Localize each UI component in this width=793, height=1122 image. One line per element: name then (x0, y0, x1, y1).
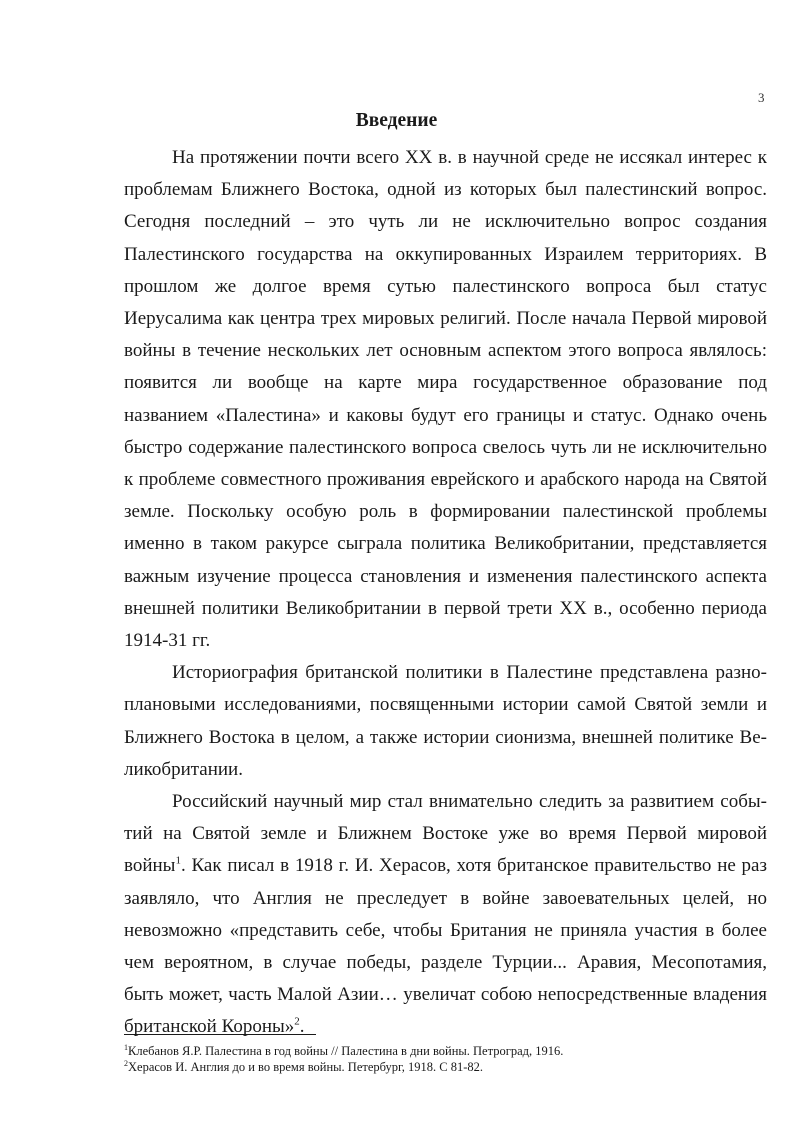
paragraph-3 (124, 786, 767, 1044)
footnote-1-mark: 1 (124, 1042, 128, 1052)
footnote-ref-2: 2 (294, 1016, 300, 1029)
footnote-2-mark: 2 (124, 1058, 128, 1068)
footnote-1-text: Клебанов Я.Р. Палестина в год войны // Палестина в дни войны. Петроград, 1916. (128, 1044, 564, 1058)
footnote-divider (124, 1034, 316, 1035)
page-number: 3 (758, 90, 765, 105)
paragraph-2-text: Историография британской политики в Палестине представлена разноплановыми исследованиями, посвященными истории самой Святой земли и Ближнего Востока в целом, а также истории сионизма, внешней политике Великобритании. (124, 662, 767, 780)
footnote-1 (124, 1043, 764, 1059)
paragraph-1-text: На протяжении почти всего XX в. в научной среде не иссякал интерес к проблемам Ближнего Востока, одной из которых был палестинский вопрос. Сегодня последний – это чуть ли не исключительно вопрос создания Палестинского государства на оккупированных Израилем территориях. В прошлом же долгое время сутью палестинского вопроса был статус Иерусалима как центра трех мировых религий. После начала Первой мировой войны в течение нескольких лет основным аспектом этого вопроса являлось: появится ли вообще на карте мира государственное образование под названием «Палестина» и каковы будут его границы и статус. Однако очень быстро содержание палестинского вопроса свелось чуть ли не исключительно к проблеме совместного проживания еврейского и арабского народа на Святой земле. Поскольку особую роль в формировании палестинской проблемы именно в таком ракурсе сыграла политика Великобритании, представляется важным изучение процесса становления и изменения палестинского аспекта внешней политики Великобритании в первой трети XX в., особенно периода 1914-31 гг. (124, 147, 767, 652)
footnotes (124, 1043, 764, 1075)
paragraph-3-text: Российский научный мир стал внимательно следить за развитием событий на Святой земле и Ближнем Востоке уже во время Первой мировой войны (124, 791, 767, 877)
paragraph-1 (124, 142, 767, 657)
main-text (124, 142, 767, 1044)
footnote-ref-1: 1 (175, 855, 181, 868)
paragraph-2 (124, 657, 767, 786)
paragraph-3-text-cont: . Как писал в 1918 г. И. Херасов, хотя британское правительство не раз заявляло, что Англия не преследует в войне завоевательных целей, но невозможно «представить себе, чтобы Британия не приняла участия в более чем вероятном, в случае победы, разделе Турции... Аравия, Месопотамия, быть может, часть Малой Азии… увеличат собою непосредственные владения британской Короны» (124, 855, 767, 1038)
page-title: Введение (355, 110, 438, 131)
paragraph-3-text-end: . (299, 1016, 305, 1038)
footnote-2-text: Херасов И. Англия до и во время войны. Петербург, 1918. С 81-82. (128, 1060, 483, 1074)
footnote-2 (124, 1059, 764, 1075)
